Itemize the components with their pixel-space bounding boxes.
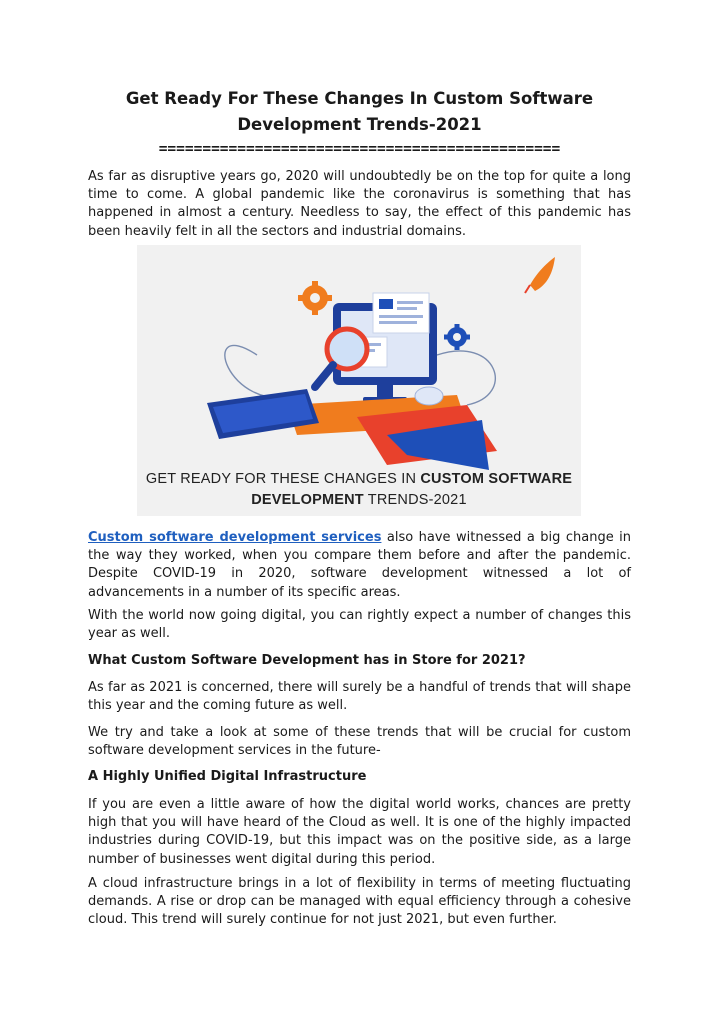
caption-text: GET READY FOR THESE CHANGES IN [145, 471, 421, 487]
custom-software-services-link[interactable]: Custom software development services [88, 530, 382, 545]
section-heading-2021: What Custom Software Development has in Store for 2021? [88, 653, 526, 668]
services-paragraph-text: also have witnessed a big change in the way they worked, when you compare them before and after the pandemic. Despite COVID-19 in 2020, software development witnessed a lot of advancements in a number of its specific areas. [88, 530, 632, 600]
digital-paragraph: With the world now going digital, you can rightly expect a number of changes this year as well. [88, 608, 631, 642]
flexibility-paragraph: A cloud infrastructure brings in a lot of flexibility in terms of meeting fluctuating demands. A rise or drop can be managed with equal efficiency through a cohesive cloud. This trend will surely continue for not just 2021, but even further. [88, 876, 631, 928]
trends-paragraph: As far as 2021 is concerned, there will surely be a handful of trends that will shape this year and the coming future as well. [88, 680, 631, 714]
page-title [88, 86, 631, 138]
feather-icon [525, 257, 555, 293]
gear-icon-small [444, 324, 470, 350]
gear-icon [298, 281, 332, 315]
hero-caption [137, 469, 581, 511]
cloud-paragraph: If you are even a little aware of how the digital world works, chances are pretty high that you will have heard of the Cloud as well. It is one of the highly impacted industries during COVID-19, but this impact was on the positive side, as a large number of businesses went digital during this period. [88, 797, 631, 867]
caption-emphasis: CUSTOM SOFTWARE [420, 471, 573, 487]
services-paragraph [88, 529, 631, 602]
title-line-2: Development Trends-2021 [237, 115, 482, 134]
look-paragraph: We try and take a look at some of these trends that will be crucial for custom software development services in the future- [88, 725, 631, 759]
separator-line: ============================================== [158, 141, 561, 157]
mouse-icon [415, 387, 443, 405]
intro-paragraph: As far as disruptive years go, 2020 will undoubtedly be on the top for quite a long time to come. A global pandemic like the coronavirus is something that has happened in almost a century. Needless to say, the effect of this pandemic has been heavily felt in all the sectors and industrial domains. [88, 169, 631, 239]
hero-image [137, 245, 581, 516]
title-line-1: Get Ready For These Changes In Custom Software [125, 89, 594, 108]
caption-text-2: TRENDS-2021 [363, 492, 467, 508]
section-heading-infrastructure: A Highly Unified Digital Infrastructure [88, 769, 367, 784]
caption-emphasis-2: DEVELOPMENT [251, 492, 364, 508]
